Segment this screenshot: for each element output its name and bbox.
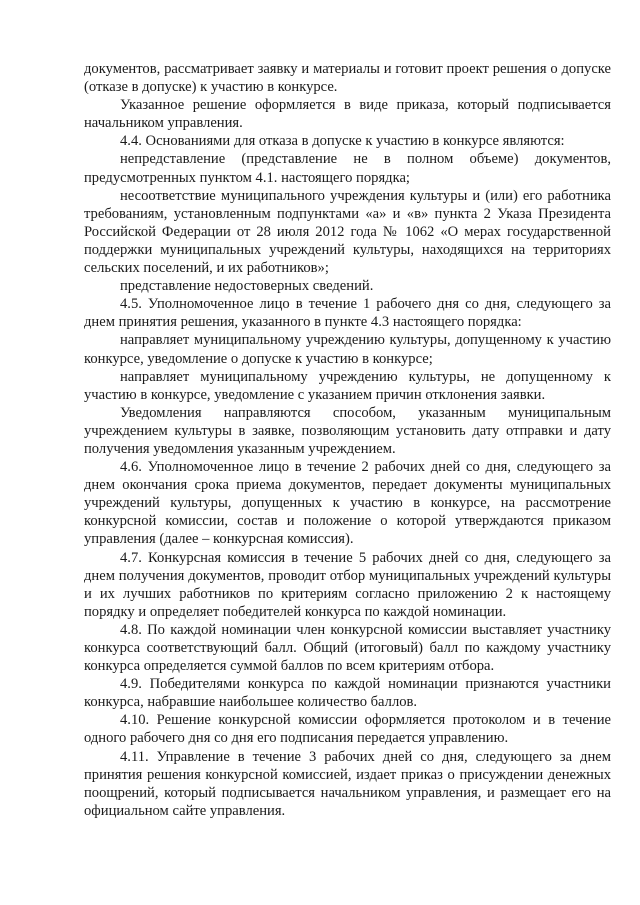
paragraph-4-6: 4.6. Уполномоченное лицо в течение 2 рабочих дней со дня, следующего за днем окончания срока приема документов, передает документы муниципальных учреждений культуры, допущенных к участию в конкурсе, на рассмотрение конкурсной комиссии, состав и положение о которой утверждаются приказом управления (далее – конкурсная комиссия). xyxy=(84,459,611,548)
paragraph-4-11: 4.11. Управление в течение 3 рабочих дней со дня, следующего за днем принятия решения конкурсной комиссией, издает приказ о присуждении денежных поощрений, который подписывается начальником управления, и размещает его на официальном сайте управления. xyxy=(84,748,611,819)
paragraph-4-9: 4.9. Победителями конкурса по каждой номинации признаются участники конкурса, набравшие наибольшее количество баллов. xyxy=(84,676,611,711)
paragraph-4-10: 4.10. Решение конкурсной комиссии оформляется протоколом и в течение одного рабочего дня со дня его подписания передается управлению. xyxy=(84,712,611,747)
document-page xyxy=(84,60,611,820)
paragraph-decision-order: Указанное решение оформляется в виде приказа, который подписывается начальником управления. xyxy=(84,97,611,132)
paragraph-4-5-item-1: направляет муниципальному учреждению культуры, допущенному к участию конкурсе, уведомление о допуске к участию в конкурсе; xyxy=(84,332,611,367)
paragraph-4-4-item-1: непредставление (представление не в полном объеме) документов, предусмотренных пунктом 4.1. настоящего порядка; xyxy=(84,151,611,186)
paragraph-4-4-item-3: представление недостоверных сведений. xyxy=(120,278,374,295)
paragraph-4-4-item-2: несоответствие муниципального учреждения культуры и (или) его работника требованиям, установленным подпунктами «а» и «в» пункта 2 Указа Президента Российской Федерации от 28 июля 2012 года № 1062 «О мерах государственной поддержки муниципальных учреждений культуры, находящихся на территориях сельских поселений, и их работников»; xyxy=(84,187,611,277)
paragraph-4-5-item-2: направляет муниципальному учреждению культуры, не допущенному к участию в конкурсе, уведомление с указанием причин отклонения заявки. xyxy=(84,368,611,403)
paragraph-4-7: 4.7. Конкурсная комиссия в течение 5 рабочих дней со дня, следующего за днем получения документов, проводит отбор муниципальных учреждений культуры и их лучших работников по критериям согласно приложению 2 к настоящему порядку и определяет победителей конкурса по каждой номинации. xyxy=(84,549,611,620)
paragraph-4-8: 4.8. По каждой номинации член конкурсной комиссии выставляет участнику конкурса соответствующий балл. Общий (итоговый) балл по каждому участнику конкурса определяется суммой баллов по всем критериям отбора. xyxy=(84,621,611,675)
paragraph-notifications: Уведомления направляются способом, указанным муниципальным учреждением культуры в заявке, позволяющим установить дату отправки и дату получения уведомления указанным учреждением. xyxy=(84,404,611,457)
paragraph-4-5: 4.5. Уполномоченное лицо в течение 1 рабочего дня со дня, следующего за днем принятия решения, указанного в пункте 4.3 настоящего порядка: xyxy=(84,296,611,331)
paragraph-4-4: 4.4. Основаниями для отказа в допуске к участию в конкурсе являются: xyxy=(120,133,565,150)
paragraph-continuation: документов, рассматривает заявку и материалы и готовит проект решения о допуске (отказе в допуске) к участию в конкурсе. xyxy=(84,61,611,96)
